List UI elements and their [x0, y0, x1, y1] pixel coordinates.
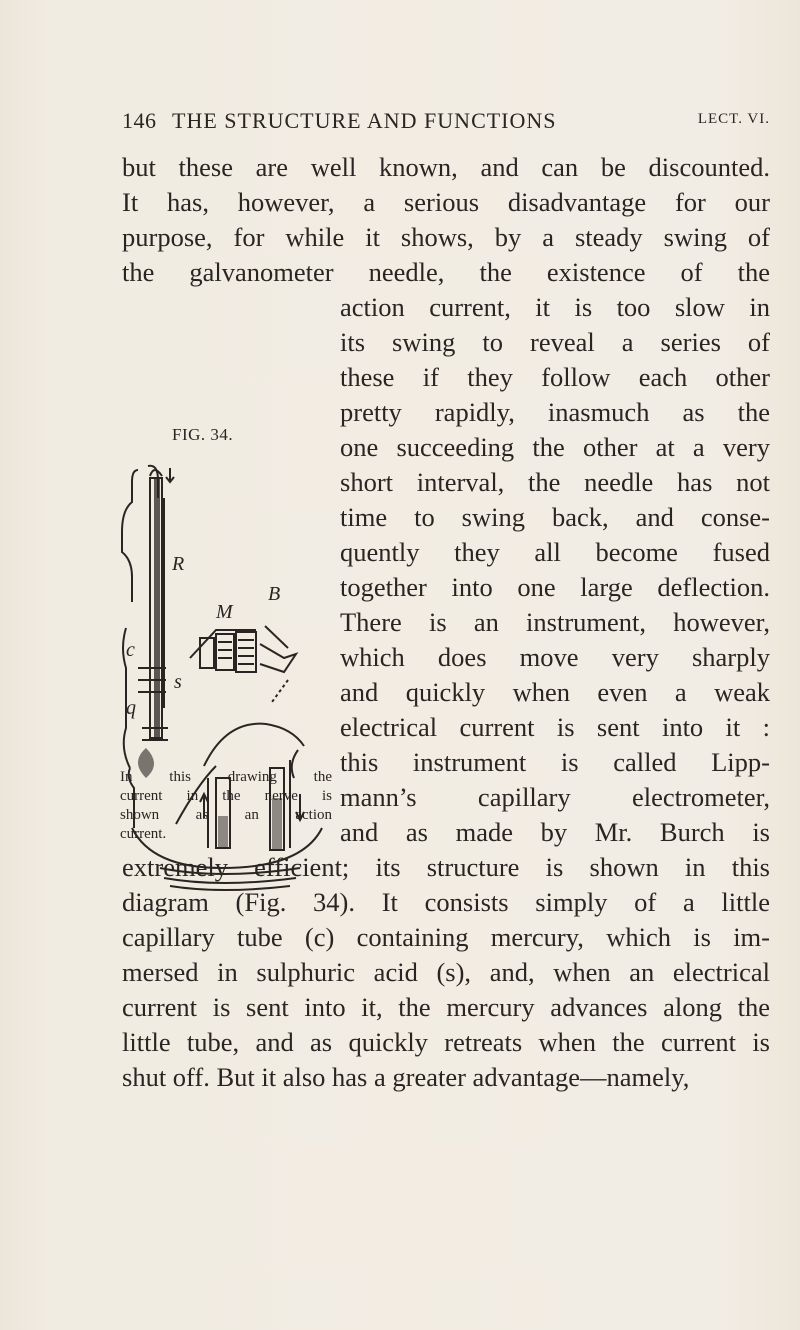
text-line: electrical current is sent into it : — [340, 712, 770, 742]
text-line: current is sent into it, the mercury advances along the — [122, 992, 770, 1022]
label-s: s — [174, 671, 182, 693]
text-line: which does move very sharply — [340, 642, 770, 672]
label-R: R — [172, 553, 185, 575]
figure-caption-line: shown as an action — [120, 807, 332, 823]
text-line: and as made by Mr. Burch is — [340, 817, 770, 847]
text-line: capillary tube (c) containing mercury, which is im- — [122, 922, 770, 952]
label-q: q — [126, 697, 136, 719]
text-line: mann’s capillary electrometer, — [340, 782, 770, 812]
lecture-number: LECT. VI. — [697, 111, 770, 127]
text-line: one succeeding the other at a very — [340, 432, 770, 462]
figure-caption-line: In this drawing the — [120, 769, 332, 785]
figure-label: FIG. 34. — [172, 425, 234, 444]
text-line: little tube, and as quickly retreats when the current is — [122, 1027, 770, 1057]
text-line: the galvanometer needle, the existence of the — [122, 257, 770, 287]
running-header — [122, 108, 770, 138]
text-line: and quickly when even a weak — [340, 677, 770, 707]
label-c: c — [126, 639, 135, 661]
text-line: action current, it is too slow in — [340, 292, 770, 322]
text-line: short interval, the needle has not — [340, 467, 770, 497]
text-line: this instrument is called Lipp- — [340, 747, 770, 777]
text-line: time to swing back, and conse- — [340, 502, 770, 532]
running-title: THE STRUCTURE AND FUNCTIONS — [172, 108, 557, 133]
text-line: but these are well known, and can be discounted. — [122, 152, 770, 182]
text-line: diagram (Fig. 34). It consists simply of a little — [122, 887, 770, 917]
text-line: quently they all become fused — [340, 537, 770, 567]
figure-caption-line: current in the nerve is — [120, 788, 332, 804]
text-line: extremely efficient; its structure is shown in this — [122, 852, 770, 882]
text-line: shut off. But it also has a greater advantage—namely, — [122, 1062, 690, 1092]
page-number: 146 — [122, 108, 157, 133]
text-line: pretty rapidly, inasmuch as the — [340, 397, 770, 427]
electrometer-illustration — [120, 448, 340, 928]
label-M: M — [216, 601, 233, 623]
text-line: mersed in sulphuric acid (s), and, when an electrical — [122, 957, 770, 987]
label-B: B — [268, 583, 281, 605]
text-line: these if they follow each other — [340, 362, 770, 392]
text-line: purpose, for while it shows, by a steady swing of — [122, 222, 770, 252]
text-line: its swing to reveal a series of — [340, 327, 770, 357]
text-line: There is an instrument, however, — [340, 607, 770, 637]
text-line: together into one large deflection. — [340, 572, 770, 602]
figure-caption-line: current. — [120, 826, 167, 842]
text-line: It has, however, a serious disadvantage for our — [122, 187, 770, 217]
